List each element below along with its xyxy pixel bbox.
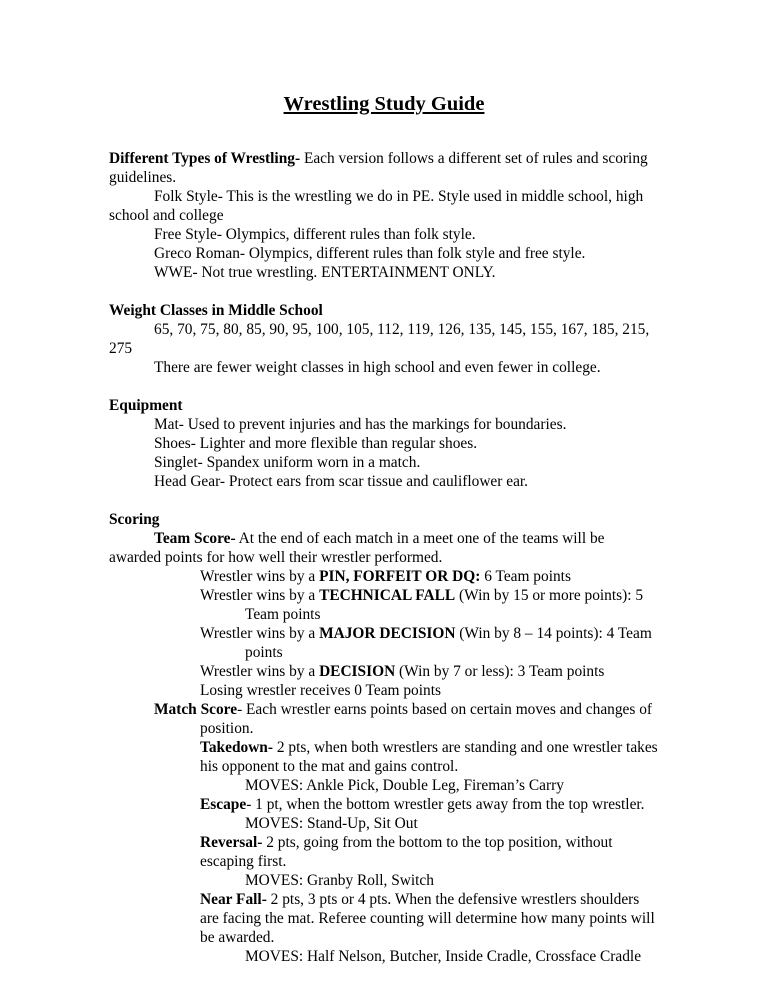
escape-line: Escape- 1 pt, when the bottom wrestler gets away from the top wrestler. <box>200 796 645 813</box>
tech-fall-line: Wrestler wins by a TECHNICAL FALL (Win by 15 or more points): 5 <box>200 587 644 604</box>
equipment-shoes: Shoes- Lighter and more flexible than regular shoes. <box>154 435 478 452</box>
free-style-line: Free Style- Olympics, different rules than folk style. <box>154 226 476 243</box>
scoring-heading: Scoring <box>109 511 160 528</box>
weights-list-cont: 275 <box>109 340 133 357</box>
equipment-singlet: Singlet- Spandex uniform worn in a match. <box>154 454 421 471</box>
near-fall-moves: MOVES: Half Nelson, Butcher, Inside Cradle, Crossface Cradle <box>245 948 642 965</box>
page-title: Wrestling Study Guide <box>283 93 485 115</box>
reversal-line: Reversal- 2 pts, going from the bottom to the top position, without <box>200 834 613 851</box>
equipment-headgear: Head Gear- Protect ears from scar tissue and cauliflower ear. <box>154 473 529 490</box>
greco-roman-line: Greco Roman- Olympics, different rules than folk style and free style. <box>154 245 586 262</box>
team-score-label: Team Score- <box>154 530 236 547</box>
reversal-moves: MOVES: Granby Roll, Switch <box>245 872 434 889</box>
team-score-line: Team Score- At the end of each match in a meet one of the teams will be <box>154 530 605 547</box>
major-decision-line: Wrestler wins by a MAJOR DECISION (Win by 8 – 14 points): 4 Team <box>200 625 652 642</box>
match-score-label: Match Score <box>154 701 238 718</box>
near-fall-cont: are facing the mat. Referee counting will determine how many points will <box>200 910 655 927</box>
weights-list: 65, 70, 75, 80, 85, 90, 95, 100, 105, 112, 119, 126, 135, 145, 155, 167, 185, 215, <box>154 321 650 338</box>
major-decision-cont: points <box>245 644 283 661</box>
types-line-1 <box>109 150 648 168</box>
near-fall-cont-2: be awarded. <box>200 929 275 946</box>
match-score-cont: position. <box>200 720 254 737</box>
reversal-cont: escaping first. <box>200 853 287 870</box>
types-intro-cont: guidelines. <box>109 169 177 186</box>
losing-line: Losing wrestler receives 0 Team points <box>200 682 441 699</box>
weights-heading: Weight Classes in Middle School <box>109 302 323 319</box>
weights-note: There are fewer weight classes in high school and even fewer in college. <box>154 359 601 376</box>
types-intro: Each version follows a different set of rules and scoring <box>300 150 648 167</box>
folk-style-line: Folk Style- This is the wrestling we do in PE. Style used in middle school, high <box>154 188 644 205</box>
wwe-line: WWE- Not true wrestling. ENTERTAINMENT ONLY. <box>154 264 496 281</box>
pin-line: Wrestler wins by a PIN, FORFEIT OR DQ: 6 Team points <box>200 568 571 585</box>
takedown-line: Takedown- 2 pts, when both wrestlers are standing and one wrestler takes <box>200 739 658 756</box>
team-score-cont: awarded points for how well their wrestler performed. <box>109 549 443 566</box>
equipment-heading: Equipment <box>109 397 183 414</box>
folk-style-cont: school and college <box>109 207 224 224</box>
types-heading: Different Types of Wrestling- <box>109 150 301 167</box>
tech-fall-cont: Team points <box>245 606 321 623</box>
decision-line: Wrestler wins by a DECISION (Win by 7 or less): 3 Team points <box>200 663 605 680</box>
equipment-mat: Mat- Used to prevent injuries and has the markings for boundaries. <box>154 416 567 433</box>
takedown-moves: MOVES: Ankle Pick, Double Leg, Fireman’s Carry <box>245 777 564 794</box>
near-fall-line: Near Fall- 2 pts, 3 pts or 4 pts. When the defensive wrestlers shoulders <box>200 891 640 908</box>
takedown-cont: his opponent to the mat and gains control. <box>200 758 459 775</box>
match-score-line: Match Score- Each wrestler earns points based on certain moves and changes of <box>154 701 653 718</box>
escape-moves: MOVES: Stand-Up, Sit Out <box>245 815 418 832</box>
